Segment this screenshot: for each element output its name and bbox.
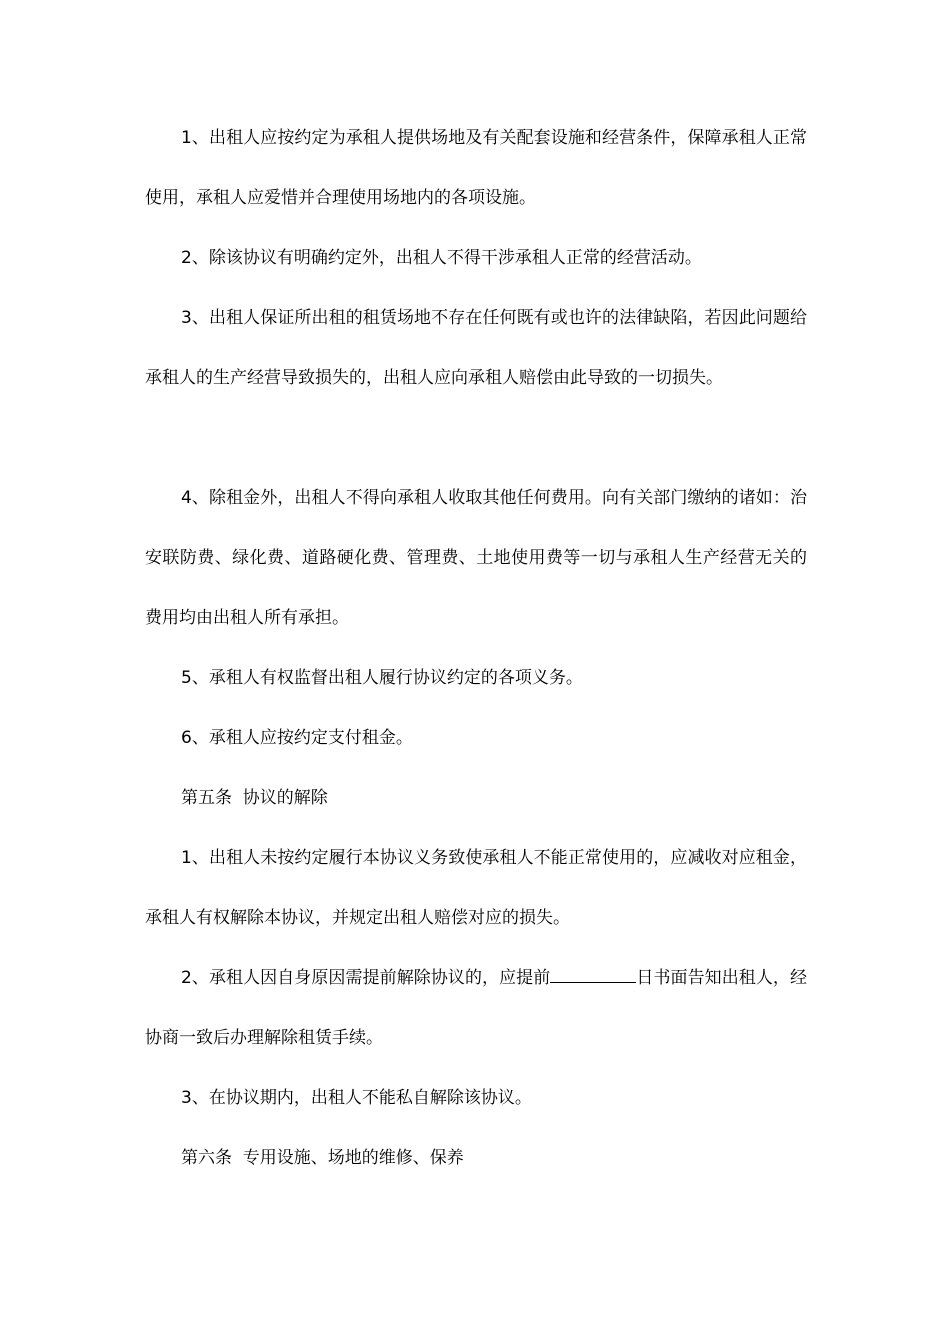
clause-paragraph-3 — [145, 288, 807, 408]
clause-paragraph-8 — [145, 948, 807, 1068]
clause-paragraph-6 — [145, 708, 807, 768]
clause-paragraph-4 — [145, 468, 807, 648]
section-heading-6 — [145, 1128, 807, 1188]
fill-in-blank — [550, 965, 636, 983]
heading-text: 第五条 协议的解除 — [181, 788, 328, 808]
clause-paragraph-2 — [145, 228, 807, 288]
paragraph-text: 2、除该协议有明确约定外，出租人不得干涉承租人正常的经营活动。 — [181, 248, 702, 268]
paragraph-text-after-blank: 日书面告知出租人，经协商一致后办理解除租赁手续。 — [145, 968, 807, 1048]
paragraph-text: 3、出租人保证所出租的租赁场地不存在任何既有或也许的法律缺陷，若因此问题给承租人的生产经营导致损失的，出租人应向承租人赔偿由此导致的一切损失。 — [145, 308, 807, 388]
paragraph-text: 1、出租人应按约定为承租人提供场地及有关配套设施和经营条件，保障承租人正常使用，承租人应爱惜并合理使用场地内的各项设施。 — [145, 128, 807, 208]
paragraph-text: 1、出租人未按约定履行本协议义务致使承租人不能正常使用的，应减收对应租金，承租人有权解除本协议，并规定出租人赔偿对应的损失。 — [145, 848, 807, 928]
clause-paragraph-9 — [145, 1068, 807, 1128]
heading-text: 第六条 专用设施、场地的维修、保养 — [181, 1148, 464, 1168]
clause-paragraph-5 — [145, 648, 807, 708]
paragraph-text: 3、在协议期内，出租人不能私自解除该协议。 — [181, 1088, 532, 1108]
paragraph-text: 6、承租人应按约定支付租金。 — [181, 728, 413, 748]
clause-paragraph-1 — [145, 108, 807, 228]
paragraph-text: 5、承租人有权监督出租人履行协议约定的各项义务。 — [181, 668, 583, 688]
section-heading-5 — [145, 768, 807, 828]
paragraph-text: 4、除租金外，出租人不得向承租人收取其他任何费用。向有关部门缴纳的诸如：治安联防费、绿化费、道路硬化费、管理费、土地使用费等一切与承租人生产经营无关的费用均由出租人所有承担。 — [145, 488, 807, 628]
paragraph-text-before-blank: 2、承租人因自身原因需提前解除协议的，应提前 — [181, 968, 551, 988]
clause-paragraph-7 — [145, 828, 807, 948]
